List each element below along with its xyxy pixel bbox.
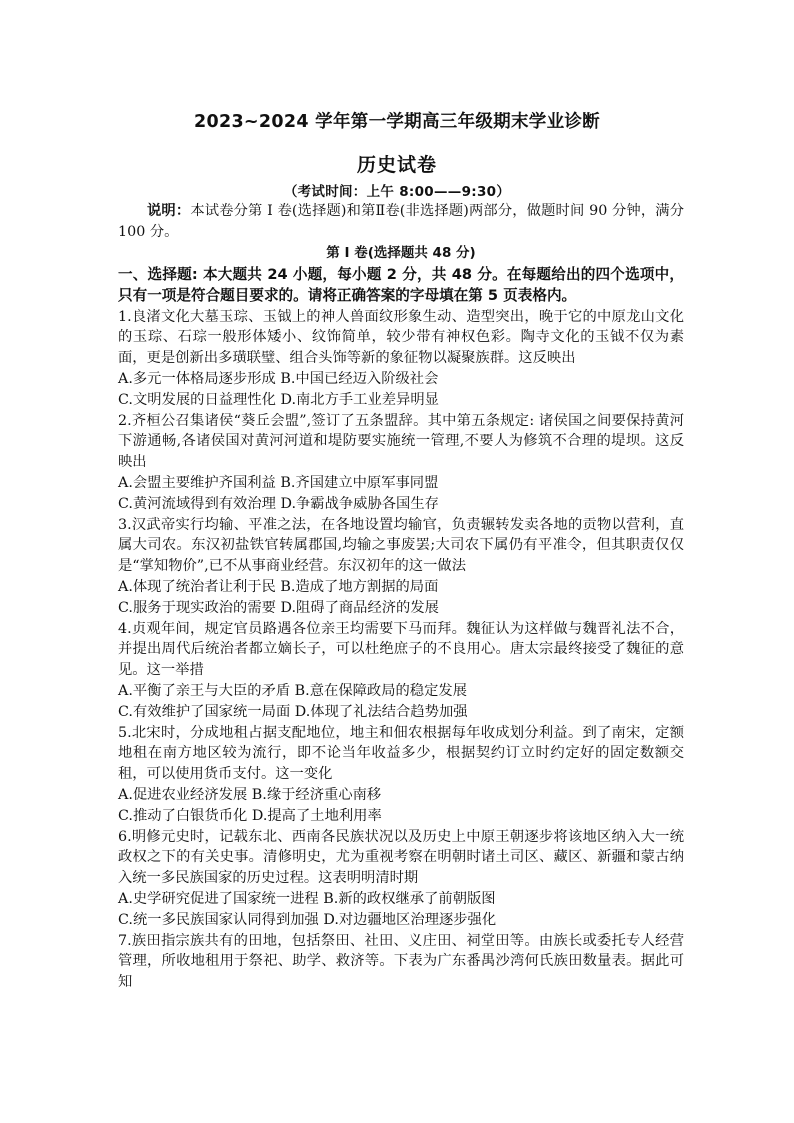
option-line: A.体现了统治者让利于民 B.造成了地方割据的局面 [118,578,439,595]
notice-label: 说明： [147,203,191,219]
question-stem: 5.北宋时，分成地租占据支配地位，地主和佃农根据每年收成划分利益。到了南宋，定额地租在南方地区较为流行，即不论当年收益多少，根据契约订立时约定好的固定数额交租，可以使用货币支付。这一变化 [118,724,684,783]
question-stem: 4.贞观年间，规定官员路遇各位亲王均需要下马而拜。魏征认为这样做与魏晋礼法不合，并提出周代后统治者都立嫡长子，可以杜绝庶子的不良用心。唐太宗最终接受了魏征的意见。这一举措 [118,620,684,679]
question-1 [118,307,684,411]
option-line: A.促进农业经济发展 B.缘于经济重心南移 [118,786,382,803]
option-line: C.推动了白银货币化 D.提高了土地利用率 [118,807,382,824]
question-7 [118,931,684,993]
question-2 [118,411,684,515]
question-3 [118,515,684,619]
question-stem: 1.良渚文化大墓玉琮、玉钺上的神人兽面纹形象生动、造型突出，晚于它的中原龙山文化的玉琮、石琮一般形体矮小、纹饰简单，较少带有神权色彩。陶寺文化的玉钺不仅为素面，更是创新出多璜联璧、组合头饰等新的象征物以凝聚族群。这反映出 [118,308,684,367]
question-5 [118,723,684,827]
option-line: A.平衡了亲王与大臣的矛盾 B.意在保障政局的稳定发展 [118,682,467,699]
option-line: C.服务于现实政治的需要 D.阻碍了商品经济的发展 [118,599,439,616]
option-line: C.黄河流域得到有效治理 D.争霸战争威胁各国生存 [118,495,439,512]
exam-body [118,201,684,993]
question-stem: 6.明修元史时，记载东北、西南各民族状况以及历史上中原王朝逐步将该地区纳入大一统政权之下的有关史事。清修明史，尤为重视考察在明朝时诸土司区、藏区、新疆和蒙古纳入统一多民族国家的历史过程。这表明明清时期 [118,828,684,887]
notice [118,201,684,243]
section-instruction: 一、选择题: 本大题共 24 小题，每小题 2 分，共 48 分。在每题给出的四个选项中，只有一项是符合题目要求的。请将正确答案的字母填在第 5 页表格内。 [118,265,684,305]
question-4 [118,619,684,723]
question-stem: 2.齐桓公召集诸侯“葵丘会盟”,签订了五条盟辞。其中第五条规定: 诸侯国之间要保持黄河下游通畅,各诸侯国对黄河河道和堤防要实施统一管理,不要人为修筑不合理的堤坝。这反映出 [118,412,684,471]
option-line: C.统一多民族国家认同得到加强 D.对边疆地区治理逐步强化 [118,911,497,928]
exam-title: 2023~2024 学年第一学期高三年级期末学业诊断 [194,112,600,132]
option-line: A.会盟主要维护齐国利益 B.齐国建立中原军事同盟 [118,474,439,491]
question-stem: 7.族田指宗族共有的田地，包括祭田、社田、义庄田、祠堂田等。由族长或委托专人经营管理，所收地租用于祭祀、助学、救济等。下表为广东番禺沙湾何氏族田数量表。据此可知 [118,932,684,991]
notice-text: 本试卷分第 I 卷(选择题)和第Ⅱ卷(非选择题)两部分，做题时间 90 分钟，满分 100 分。 [118,203,685,240]
option-line: A.史学研究促进了国家统一进程 B.新的政权继承了前朝版图 [118,890,496,907]
question-6 [118,827,684,931]
option-line: C.有效维护了国家统一局面 D.体现了礼法结合趋势加强 [118,703,468,720]
exam-time: （考试时间：上午 8:00——9:30） [283,184,511,200]
subject-title: 历史试卷 [356,154,437,176]
option-line: A.多元一体格局逐步形成 B.中国已经迈入阶级社会 [118,370,439,387]
section-title: 第 I 卷(选择题共 48 分) [326,244,476,261]
question-stem: 3.汉武帝实行均输、平准之法，在各地设置均输官，负责辗转发卖各地的贡物以营利，直属大司农。东汉初盐铁官转属郡国,均输之事废罢;大司农下属仍有平准令，但其职责仅仅是“掌知物价”,已不从事商业经营。东汉初年的这一做法 [118,516,684,575]
option-line: C.文明发展的日益理性化 D.南北方手工业差异明显 [118,391,439,408]
